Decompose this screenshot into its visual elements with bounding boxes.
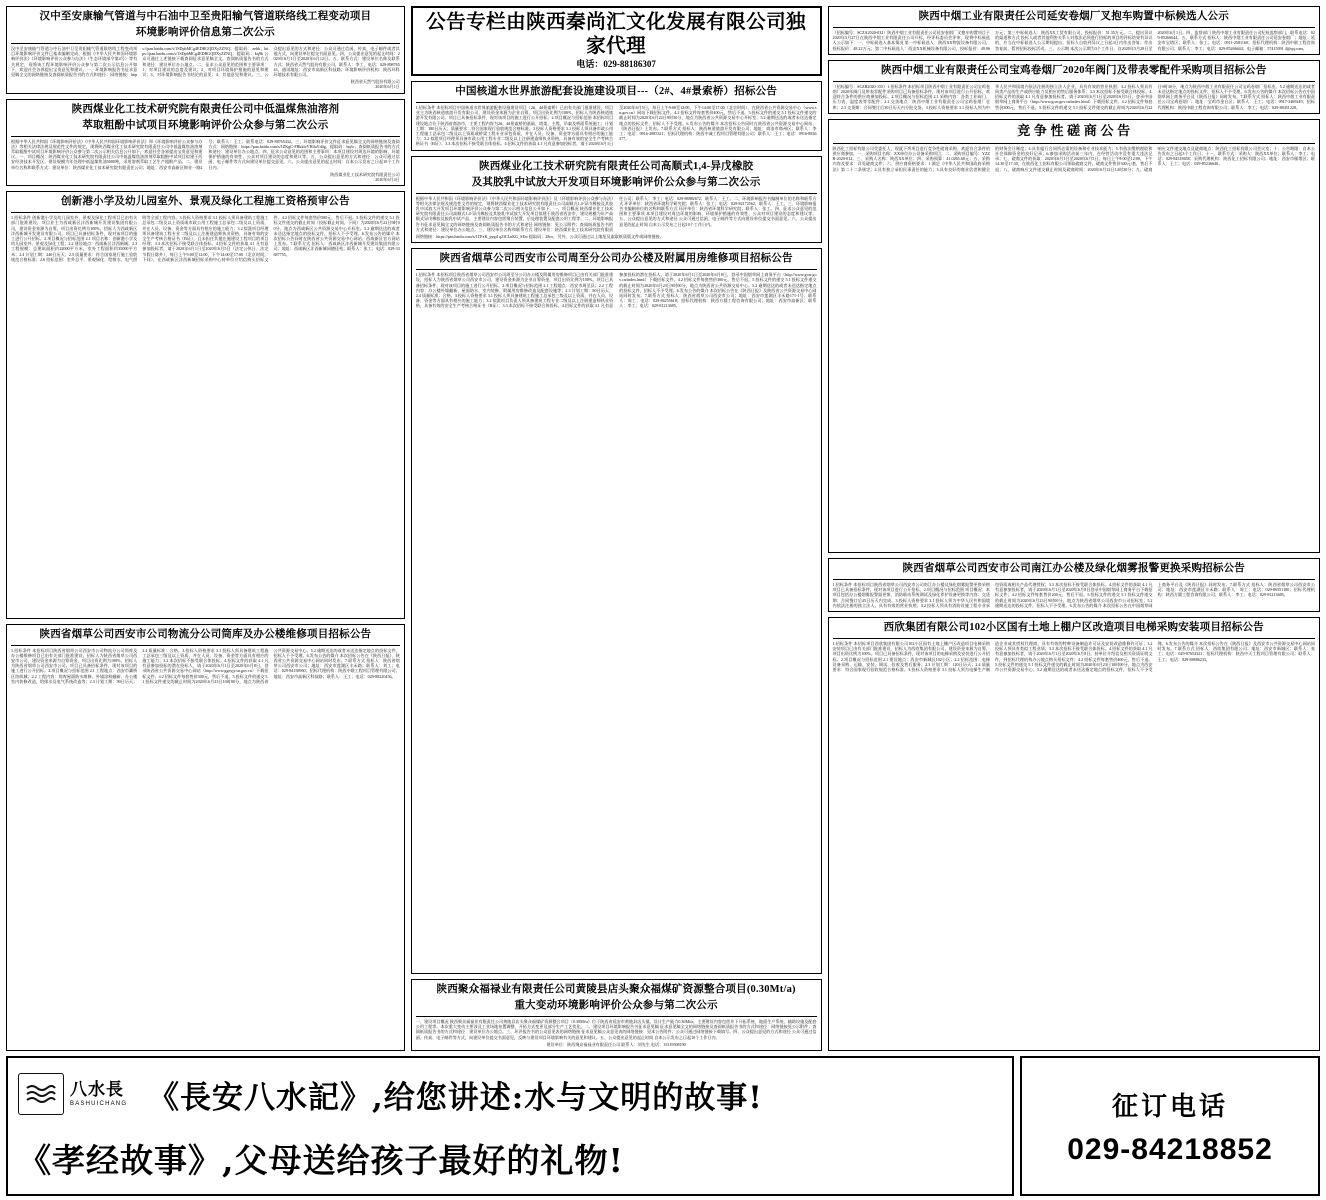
notice-body: （招标编号：SCZB2020-155）1.招标条件 本招标项目陕西中烟工业有限责任公司宝鸡卷烟厂2020年阀门及带表零配件采购项目已具备招标条件，现对该项目进行公开招标，欢迎符合条件的供应商参加投标。2.项目概况与招标范围 2.1 采购内容：各类工业阀门、压力表、温度表等零配件；2.2 交货地点：陕西中烟工业有限责任公司宝鸡卷烟厂仓库；2.3 交货期：合同签订后30日历天内分批交货。3.投标人资格要求 3.1 投标人须为中华人民共和国境内依法注册的独立法人企业，具有有效的营业执照；3.2 投标人须具有同类产品的生产或供应能力及相应的售后服务体系；3.3 本次招标不接受联合体投标。4.招标文件的获取 4.1 凡有意参加投标者，请于2020年6月1日至2020年6月5日，登录中国烟草网上商务平台（http://www.gczr.gov.cn/index.html）下载招标文件。4.2 招标文件每套售价300元，售后不退。5.投标文件的递交 5.1 投标文件递交的截止时间为2020年6月22日9时30分，地点为陕西中烟工业有限责任公司宝鸡卷烟厂招标室。5.2 逾期送达的或者未送达指定地点的投标文件，招标人不予受理。6.发布公告的媒介 本次招标公告在中国烟草网上商务平台及《陕西日报》同时发布。7.联系方式 招标人：陕西中烟工业有限责任公司宝鸡卷烟厂；地址：宝鸡市金台区；联系人：王工；电话：0917-3469249；招标代理机构：陕西中联工程咨询有限公司；联系人：李工；电话：029-88451228。 — [832, 83, 1315, 110]
logo-chinese-name: 八水長 — [70, 1079, 124, 1100]
notice-title-line2: 环境影响评价信息第二次公示 — [135, 27, 275, 38]
notice-isoprene-rubber-eia — [411, 156, 822, 244]
subscription-label: 征订电话 — [1111, 1091, 1228, 1122]
notice-title-line1: 陕西煤业化工技术研究院有限责任公司中低温煤焦油溶剂 — [71, 103, 340, 115]
notice-body: 根据中华人民共和国《环境影响评价法》《中华人民共和国环境影响评价法》及《环境影响评价公众参与办法》等相关法律法规及规范性文件的规定，现将陕西煤业化工技术研究院有限责任公司高顺式1,4-异戊橡胶及其胶乳中试放大开发项目环境影响评价公众参与第二次公示相关信息公开如下。一、项目概况 陕西煤业化工技术研究院有限责任公司高顺式1,4-异戊橡胶及其胶乳中试放大开发项目拟建于陕西省西安市，建设规模为年产高顺式异戊橡胶及胶乳中试产品，主要建设内容包括聚合装置、后处理装置及配套公用工程等。二、环境影响报告书征求意见稿全文的网络链接及查阅纸质报告书的方式和途径 网络链接：见公示附件；查阅纸质报告书的方式和途径：建设单位办公地点。三、建设单位名称和联系方式 建设单位：陕西煤业化工技术研究院有限责任公司；联系人：李工；电话：029-88882672；联系人：王工。二、环境影响报告书编制单位的名称和联系方式 环评单位：陕西省环境科学研究院；联系人：张工；电话：029-82172562；联系人：王工。三、环境影响报告书编制单位的名称和联系方式 环评单位：陕西省环境科学研究院；联系人：张工。四、征求公众意见的范围和主要事项 本项目建设对周边环境的影响、环境保护措施的有效性、公众对项目建设的态度和建议等。五、公众提出意见的方式和途径 公众可通过信函、电子邮件等方式向建设单位提交书面意见。六、公众提出意见的起止时间 自本公示发布之日起10个工作日内。 — [415, 195, 817, 232]
notice-body: （招标编号：SCZA2020-032）陕西中烟工业有限责任公司延安卷烟厂叉抱车购置项目于2020年5月27日在陕西中烟工业有限责任公司开标，经评标委员会评审，现将中标候选人公示如下：一、中标候选人基本情况 第一中标候选人：陕西XX物流设备有限公司，投标报价：48.22万元；第二中标候选人：西安XX机械设备有限公司，投标报价：49.86万元；第三中标候选人：陕西XX工贸有限公司，投标报价：51.35万元。二、提出异议的渠道和方式 投标人或者其他利害关系人对依法必须进行招标的项目的评标结果有异议的，应当在中标候选人公示期间提出。招标人自收到异议之日起3日内作出答复；作出答复前，暂停招标投标活动。三、公示期 本次公示期为3个工作日，自2020年5月28日至2020年6月1日。四、监督部门 陕西中烟工业有限责任公司纪检监察部门，联系电话：029-85266644。五、联系方式 招标人：陕西中烟工业有限责任公司延安卷烟厂；地址：延安市宝塔区；联系人：张工；电话：0911-2581160；招标代理机构：陕西中联工程咨询有限公司；联系人：李工；电话：029-85266644；电子邮箱：57415091 4@qq.com。 — [832, 30, 1315, 51]
notice-columns — [6, 6, 1320, 1051]
divider — [11, 212, 400, 213]
notice-date: 2020年6月4日 — [375, 177, 400, 183]
notice-water-park-bridge-bid — [411, 81, 822, 151]
notice-title-line2: 萃取粗酚中试项目环境影响评价公众参与第二次公示 — [82, 119, 329, 131]
notice-title: 陕西省烟草公司西安市公司周至分公司办公楼及附属用房维修项目招标公告 — [439, 253, 793, 265]
notice-gas-pipeline-eia — [6, 6, 405, 94]
notice-valve-parts-bid — [828, 60, 1320, 114]
notice-link-note: 网络链接：https://pan.baidu.com/s/1TPxK_pygt1q23CLnKG_SEw 提取码：28co，另外，公众可通过以上地址及索取纸质版文件或网络链接。 — [415, 234, 664, 240]
wave-icon — [25, 1082, 57, 1106]
notice-title: 陕西中烟工业有限责任公司宝鸡卷烟厂2020年阀门及带表零配件采购项目招标公告 — [880, 64, 1267, 76]
notice-competitive-negotiation — [828, 119, 1320, 553]
notice-smoke-alarm-bid — [828, 558, 1320, 612]
notice-title-line1: 汉中至安康输气管道与中石油中卫至贵阳输气管道联络线工程变动项目 — [39, 11, 372, 22]
notice-title: 西欣集团有限公司102小区国有土地上棚户区改造项目电梯采购安装项目招标公告 — [883, 621, 1264, 633]
notice-body: 1.招标条件 创新港小学及幼儿园室外、景观及绿化工程项目已由有关部门批准建设，项目业主为西咸新区沣西新城开发建设集团有限公司，建设资金来源为自筹，项目出资比例为100%，招标人为西咸新区沣西新城开发建设有限公司。项目已具备招标条件，现对该项目的施工进行公开招标。2.项目概况与招标范围 2.1 项目名称：创新港小学及幼儿园室外、景观及绿化工程；2.2 建设地点：西咸新区沣西新城；2.3 工程规模：总建筑面积约22000平方米，室外工程面积约35000平方米；2.4 计划工期：240日历天；2.5 质量要求：符合国家现行施工验收规范合格标准；2.6 招标范围：室外总平、景观绿化、给排水、电气照明等全部工程内容。3.投标人资格要求 3.1 投标人须具备建筑工程施工总承包二级及以上资质或市政公用工程施工总承包二级及以上资质，并在人员、设备、资金等方面具有相应的施工能力；3.2 拟派项目经理须具备建筑工程专业二级及以上注册建造师执业资格，具备有效的安全生产考核合格证书（B证），且未担任其他在施建设工程项目的项目经理；3.3 本次招标不接受联合体投标。4.招标文件的获取 4.1 凡有意参加投标者，请于2020年6月1日至2020年6月5日（法定公休日、法定节假日除外），每日上午9:00至12:00，下午14:00至17:00（北京时间，下同），在西咸新区沣西新城招标采购中心持单位介绍信购买招标文件。4.2 招标文件每套售价500元，售后不退。5.投标文件的递交 5.1 投标文件递交的截止时间（投标截止时间，下同）为2020年6月22日9时00分，地点为西咸新区公共资源交易中心开标室。5.2 逾期送达的或者未送达指定地点的投标文件，招标人不予受理。6.发布公告的媒介 本次招标公告同时在陕西省公共资源交易中心网站、西咸新区官方网站上发布。7.联系方式 招标人：西咸新区沣西新城开发建设集团有限公司；地址：西咸新区沣西新城同德佳苑；联系人：张工；电话：029-33687755。 — [11, 215, 400, 262]
divider — [416, 1016, 817, 1017]
agency-headline: 公告专栏由陕西秦尚汇文化发展有限公司独家代理 — [426, 10, 807, 57]
notice-signature: 陕西省天然气股份有限公司 — [350, 79, 400, 85]
notice-coal-tar-phenol-eia — [6, 99, 405, 187]
ad-row-1 — [18, 1062, 1002, 1126]
divider — [833, 81, 1315, 82]
divider — [11, 136, 400, 137]
divider — [11, 645, 400, 646]
divider — [833, 143, 1315, 144]
ad-slogan-line-2: 《孝经故事》,父母送给孩子最好的礼物! — [18, 1140, 624, 1180]
logo-pinyin: BASHUICHANG — [70, 1100, 128, 1107]
ad-row-2 — [18, 1126, 1002, 1190]
wave-logo-icon — [18, 1073, 64, 1115]
notice-title-line1: 陕西聚众福禄业有限责任公司黄陵县店头聚众福煤矿资源整合项目(0.30Mt/a) — [436, 983, 796, 995]
notice-title: 中国核道水世界旅游配套设施建设项目---（2#、4#景索桥）招标公告 — [455, 86, 778, 97]
agency-banner-box — [411, 6, 822, 76]
divider — [11, 43, 400, 44]
divider — [416, 193, 817, 194]
subscription-phone: 029-84218852 — [1067, 1132, 1273, 1166]
notice-body: 1.招标条件 本招标项目陕西省烟草公司西安市公司周至分公司办公楼及附属用房维修项目已由有关部门批准建设，招标人为陕西省烟草公司西安市公司，建设资金来源为企业自筹资金，项目出资比例为100%。项目已具备招标条件，现对该项目的施工进行公开招标。2.项目概况与招标范围 2.1 工程地点：西安市周至县；2.2 工程内容：办公楼外墙翻新、屋面防水、室内装修、附属用房维修改造及配套设施等；2.3 计划工期：80日历天；2.4 质量标准：合格。3.投标人资格要求 3.1 投标人须具备建筑工程施工总承包三级及以上资质，并在人员、设备、资金等方面具有相应的施工能力；3.2 拟派项目负责人须具备建筑工程专业二级及以上注册建造师执业资格，具备有效的安全生产考核合格证书（B证）；3.3 本次招标不接受联合体投标。4.招标文件的获取 4.1 凡有意参加投标的潜在投标人，请于2020年6月1日至2020年6月8日，登录中国烟草网上商务平台（http://www.gczr.gov.cn/index.html）下载招标文件。4.2 招标文件每套售价300元，售后不退。5.投标文件的递交 5.1 投标文件递交的截止时间为2020年6月23日9时00分，地点为陕西省公共资源交易中心。5.2 逾期送达的或者未送达指定地点的投标文件，招标人不予受理。6.发布公告的媒介 本次招标公告在《陕西日报》及陕西省公共资源交易中心网站同时发布。7.联系方式 招标人：陕西省烟草公司西安市公司；地址：西安市莲湖区丰禾路171-1号；联系人：周工；电话：029-86255618；招标代理机构：陕西方圆工程咨询有限公司；地址：西安市高新区；联系人：李工；电话：029-81213685。 — [415, 272, 817, 309]
notice-signature: 陕西煤业化工技术研究院有限责任公司 — [330, 171, 400, 177]
notice-zhouzhi-office-repair-bid — [411, 248, 822, 974]
logo-wordmark — [70, 1079, 128, 1107]
column-left — [6, 6, 405, 1051]
notice-body: 陕西化工招标有限公司受委托人，现就下列项目进行竞争性磋商采购，欢迎符合条件的供应商参加。一、采购项目名称：XX单位办公设备采购项目；二、采购项目编号：YZZB-2020-012；三、采购人名称：陕西XX单位；四、采购预算：41.0265.68元；五、采购内容及要求：详见磋商文件；六、供应商资格要求：1.满足《中华人民共和国政府采购法》第二十二条规定；2.具有独立承担民事责任的能力；3.具有良好的商业信誉和健全的财务会计制度；4.具有履行合同所必需的设备和专业技术能力；5.有依法缴纳税收和社会保障资金的良好记录；6.参加采购活动前三年内，在经营活动中没有重大违法记录；七、磋商文件的获取：2020年6月1日至2020年6月5日，每日上午9:00至12:00，下午14:30至17:30，在陕西化工招标有限公司领取磋商文件，磋商文件售价300元/套，售后不退；八、磋商响应文件递交截止时间及磋商时间：2020年6月12日14时30分；九、磋商响应文件递交地点及磋商地点：陕西化工招标有限公司会议室；十、公告期限：自本公告发布之日起3个工作日；十一、联系方式：采购人：陕西XX单位；联系人：李工；电话：029-84318658；采购代理机构：陕西化工招标有限公司；地址：西安市雁塔区；联系人：王工；电话：029-85236640。 — [832, 145, 1315, 172]
notice-body: 1.招标条件 本招标项目陕西省烟草公司西安市公司南江办公楼及绿化烟雾报警更换采购项目已具备招标条件，现对该项目进行公开招标。2.项目概况与招标范围 项目概况：本项目包括办公楼烟雾报警器更换、消防联动系统调试及绿化养护设备更换等内容；交货期：合同签订后45日历天内完成。3.投标人资格要求 3.1 投标人须为中华人民共和国境内依法注册的独立法人，具有有效的营业执照；3.2 投标人须具有消防设施工程专业承包资质或相关产品代理授权；3.3 本次招标不接受联合体投标。4.招标文件的获取 4.1 凡有意参加投标者，请于2020年6月1日至2020年6月8日登录中国烟草网上商务平台下载招标文件；4.2 招标文件每套售价200元，售后不退。5.投标文件的递交 5.1 投标文件递交的截止时间为2020年6月23日9时00分，地点为陕西省烟草公司西安市公司招标室；5.2 逾期送达的投标文件，招标人不予受理。6.发布公告的媒介 本次招标公告在中国烟草网上商务平台及《陕西日报》同时发布。7.联系方式 招标人：陕西省烟草公司西安市公司；地址：西安市莲湖区丰禾路；联系人：周工；电话：029-86551180；招标代理机构：陕西方圆工程咨询有限公司；联系人：李工；电话：029-81213685。 — [832, 581, 1315, 608]
notice-tobacco-warehouse-bid — [6, 624, 405, 1051]
notice-body: 1.招标条件 本招标项目西欣集团有限公司102小区国有土地上棚户区改造项目电梯采购安装项目已由有关部门批准建设，招标人为西欣集团有限公司，建设资金来源为自筹，项目出资比例为100%。项目已具备招标条件，现对该项目的电梯采购及安装进行公开招标。2.项目概况与招标范围 2.1 建设地点：西安市新城区102小区；2.2 招标范围：电梯设备采购、运输、安装、调试、验收及售后服务；2.3 计划工期：120日历天；2.4 质量要求：符合国家现行验收规范合格标准。3.投标人资格要求 3.1 投标人须为电梯生产制造企业或其授权代理商，具有有效的特种设备制造许可证及安装改造维修许可证；3.2 投标人须具有类似工程业绩；3.3 本次招标不接受联合体投标。4.招标文件的获取 4.1 凡有意参加投标者，请于2020年6月1日至2020年6月8日，持单位介绍信及相关资质证明文件，到招标代理机构办公地点购买招标文件；4.2 招标文件每套售价400元，售后不退。5.投标文件的递交 5.1 投标文件递交的截止时间为2020年6月23日10时00分，地点为西安市公共资源交易中心；5.2 逾期送达的或者未送达指定地点的投标文件，招标人不予受理。6.发布公告的媒介 本次招标公告在《陕西日报》及西安市公共资源交易中心网站同时发布。7.联系方式 招标人：西欣集团有限公司；地址：西安市新城区；联系人：张工；电话：029-87654321；招标代理机构：陕西中天工程项目管理有限公司；联系人：王工；电话：029-88886233。 — [832, 640, 1315, 672]
ad-main-panel — [6, 1056, 1014, 1196]
notice-body: 1.招标条件 本招标项目中国核道水世界旅游配套设施建设项目（2#、4#景索桥）已由有关部门批准建设，项目业主为陕西核道旅游开发有限公司，建设资金来源为企业自筹，项目出资比例为100%，招标人为陕西核道旅游开发有限公司。项目已具备招标条件，现对该项目的施工进行公开招标。2.项目概况与招标范围 本招标项目建设地点位于陕西省商洛市，主要工程内容为2#、4#景索桥的基础、塔架、主缆、吊索及桥面系统施工；计划工期：180日历天；质量要求：符合国家现行验收规范合格标准。3.投标人资格要求 3.1 投标人须具备市政公用工程施工总承包二级及以上资质或桥梁工程专业承包资质，并在人员、设备、资金等方面具有相应的施工能力；3.2 拟派项目经理须具备市政公用工程专业二级及以上注册建造师执业资格，具备有效的安全生产考核合格证书（B证）；3.3 本次招标不接受联合体投标。4.招标文件的获取 4.1 凡有意参加投标者，请于2020年6月1日至2020年6月5日，每日上午9:00至12:00，下午14:00至17:00（北京时间），在陕西省公共资源交易中心（www.sn.gov.cn）网站下载招标文件。4.2 招标文件每套售价400元，售后不退。5.投标文件的递交 5.1 投标文件递交的截止时间为2020年6月22日9时30分，地点为陕西省公共资源交易中心开标室。5.2 逾期送达的或者未送达指定地点的投标文件，招标人不予受理。6.发布公告的媒介 本次招标公告同时在陕西省公共资源交易中心网站、《陕西日报》上发布。7.联系方式 招标人：陕西核道旅游开发有限公司；地址：商洛市商州区；联系人：李工；电话：0916-2885321；招标代理机构：陕西中诚工程项目管理有限公司；联系人：王工；电话：0916-8836377。 — [415, 105, 817, 147]
notice-date: 2020年6月1日 — [375, 84, 400, 90]
notice-elevator-installation-bid — [828, 617, 1320, 1051]
divider — [833, 579, 1315, 580]
notice-title-line2: 重大变动环境影响评价公众参与第二次公示 — [514, 999, 718, 1011]
notice-title: 陕西中烟工业有限责任公司延安卷烟厂叉抱车购置中标候选人公示 — [918, 11, 1229, 22]
ad-slogan-line-1: 《長安八水記》,给您讲述:水与文明的故事! — [148, 1079, 763, 1116]
notice-body: 1.招标条件 本招标项目陕西省烟草公司西安市公司物流分公司筒库及办公楼维修项目已由有关部门批准建设，招标人为陕西省烟草公司西安市公司，建设资金来源为自筹资金，项目出资比例为100%，招标人为陕西省烟草公司西安市公司。项目已具备招标条件，现对该项目的施工进行公开招标。2.项目概况与招标范围 2.1 工程地点：西安市灞桥区纺织城；2.2 工程内容：筒库屋面防水维修、外墙涂料翻新、办公楼室内装修改造、给排水及电气系统改造等；2.3 计划工期：90日历天；2.4 质量标准：合格。3.投标人资格要求 3.1 投标人须具备建筑工程施工总承包三级及以上资质，并在人员、设备、资金等方面具有相应的施工能力；3.2 本次招标不接受联合体投标。4.招标文件的获取 4.1 凡有意参加投标的潜在投标人，请于2020年6月1日至2020年6月8日，登录陕西省公共资源交易中心网站（http://www.ggzyjy.sn.gov.cn）下载招标文件。4.2 招标文件每套售价300元，售后不退。5.投标文件的递交 5.1 投标文件递交的截止时间为2020年6月23日10时00分，地点为陕西省公共资源交易中心。5.2 逾期送达的或者未送达指定地点的投标文件，招标人不予受理。6.发布公告的媒介 本次招标公告在《陕西日报》、陕西省公共资源交易中心网站同时发布。7.联系方式 招标人：陕西省烟草公司西安市公司；地址：西安市莲湖区丰禾路；联系人：刘工；电话：029-84158960；招标代理机构：陕西中联工程项目管理有限公司；地址：西安市高新区科技路；联系人：王工；电话：029-88220456。 — [11, 647, 400, 684]
column-right — [828, 6, 1320, 1051]
notice-body: 汉中至安康输气管道与中石油中卫至贵阳输气管道联络线工程变动项目环境影响评价文件已基本编制完成，根据《中华人民共和国环境影响评价法》《环境影响评价公众参与办法》（生态环境部令第4号）等有关规定，现将该工程环境影响评价公众参与第二次公示信息公开如下，欢迎社会各界提出宝贵意见和建议。一、环境影响报告书征求意见稿全文的网络链接及查阅纸质报告书的方式和途径：网络链接：https://pan.baidu.com/s/1SDphMCg4EDRGQDXyZZNQ；提取码：zebk；https://pan.baidu.com/s/1SDphMCg4EDRGQDXyZZNQ；提取码：kq9k 公众可通过上述链接下载查阅征求意见稿全文。查阅纸质报告书的方式和途径：建设单位办公地点。二、征求公众意见的范围和主要事项：1、对项目建设的态度及建议；2、对项目环境保护措施的意见和建议；3、对环境影响报告书结论的意见；4、其他意见和建议。三、公众提出意见的方式和途径：公众可通过信函、传真、电子邮件或者其他方式，向建设单位提交书面意见。四、公众提出意见的起止时间：2020年6月1日至2020年6月12日。五、联系方式：建设单位名称及联系方式：陕西省天然气股份有限公司，联系人：李工，电话：029-89876543，通讯地址：西安市高新区科技路；环境影响评价机构：陕西环科环境技术有限公司。 — [11, 46, 400, 78]
publisher-logo — [18, 1073, 138, 1115]
notice-coal-mine-eia — [411, 979, 822, 1051]
column-middle — [411, 6, 822, 1051]
notice-body: 根据中华人民共和国《环境影响评价法》《中华人民共和国环境影响评价法》和《环境影响评价公众参与办法》等相关法律法规及规范性文件的规定，现将陕西煤业化工技术研究院有限责任公司中低温煤焦油溶剂萃取粗酚中试项目环境影响评价公众参与第二次公示相关信息公开如下，欢迎社会各界提出宝贵意见和建议。一、项目概况：陕西煤业化工技术研究院有限责任公司中低温煤焦油溶剂萃取粗酚中试项目拟建于西安经济技术开发区，建设规模为年处理中低温煤焦油5000吨，采用溶剂萃取工艺生产粗酚产品。二、建设单位名称和联系方式：建设单位：陕西煤业化工技术研究院有限责任公司；地址：西安市高新区锦业一路2号；联系人：王工；联系电话：029-88765432。三、环境影响评价文件征求意见稿全文的网络链接及查阅方式：网络链接：https://pan.baidu.com/s/1ZKgC-FBkklvVH4uYd4g，提取码：bq3c；查阅纸质报告书的方式和途径：建设单位办公地点。四、征求公众意见的范围和主要事项：本项目建设对周边环境的影响、环境保护措施的有效性、公众对项目建设的态度和建议等。五、公众提出意见的方式和途径：公众可通过信函、电子邮件等方式向建设单位提交意见。六、公众提出意见的起止时间：自本公示发布之日起10个工作日内。 — [11, 138, 400, 170]
notice-body: 一、建设项目概况 陕西聚众福禄业有限责任公司黄陵县店头聚众福煤矿资源整合项目（0.30Mt/a）位于陕西省延安市黄陵县店头镇，设计生产能力0.30Mt/a，主要建设内容包括井下开拓系统、地面生产系统、辅助设施及配套公用工程等。本次重大变动主要涉及工业场地布置调整、开拓方式变更及部分生产工艺优化。二、建设项目环境影响报告书征求意见稿 征求意见稿全文的网络链接及查阅纸质报告书的方式和途径：网络链接见公示附件；查阅纸质报告书的方式和途径：建设单位办公地点。三、环评报告书的公众意见表的网络链接 征求意见稿公众意见表的网络链接：见本公告附件；公众可通过网络链接下载填写。四、公众提出意见的方式和途径 公众可通过信函、传真、电子邮件等方式，向建设单位提交书面意见，反映与建设项目环境影响有关的意见和建议。五、公众提出意见的起止时间 自本公示发布之日起10个工作日内。 — [415, 1018, 817, 1040]
bottom-advertisement — [6, 1056, 1320, 1196]
notice-title-line1: 陕西煤业化工技术研究院有限责任公司高顺式1,4-异戊橡胶 — [479, 160, 754, 172]
notice-title: 陕西省烟草公司西安市公司物流分公司筒库及办公楼维修项目招标公告 — [39, 628, 372, 640]
notice-contact: 建设单位：陕西聚众福禄业有限责任公司 联系人：刘先生 电话：15319508190 — [546, 1041, 686, 1047]
notice-school-landscape-bid — [6, 191, 405, 618]
notice-forklift-winner-announcement — [828, 6, 1320, 55]
divider — [416, 269, 817, 270]
divider — [833, 638, 1315, 639]
subscription-panel — [1020, 1056, 1320, 1196]
notice-title: 创新港小学及幼儿园室外、景观及绿化工程施工资格预审公告 — [60, 196, 350, 208]
notice-title-line2: 及其胶乳中试放大开发项目环境影响评价公众参与第二次公示 — [471, 176, 761, 188]
notice-title: 竞 争 性 磋 商 公 告 — [1017, 122, 1131, 138]
divider — [416, 102, 817, 103]
agency-phone: 电话：029-88186307 — [576, 59, 656, 69]
divider — [833, 27, 1315, 28]
notice-title: 陕西省烟草公司西安市公司南江办公楼及绿化烟雾报警更换采购招标公告 — [902, 562, 1245, 574]
